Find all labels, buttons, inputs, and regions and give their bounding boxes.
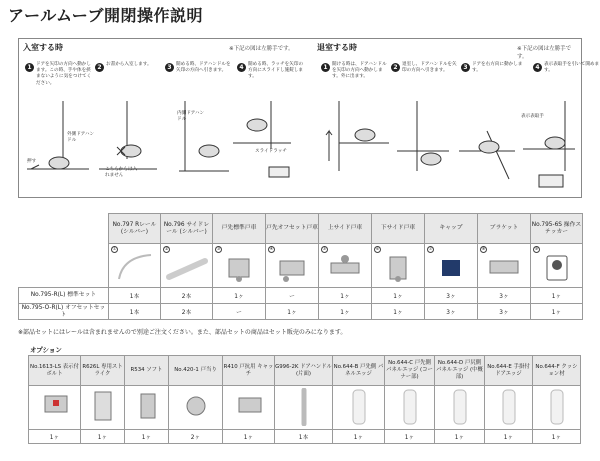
option-header: No.644-B 戸先側 パネルエッジ xyxy=(333,356,385,386)
part-number-badge: ③ xyxy=(216,247,221,252)
parts-col-header: No.795-6S 操作ステッカー xyxy=(531,214,583,244)
parts-qty-cell: 1ヶ xyxy=(266,304,319,320)
parts-qty-cell: 3ヶ xyxy=(425,304,478,320)
part-image-icon xyxy=(165,251,209,285)
part-image-icon xyxy=(323,251,367,285)
parts-qty-cell: 1ヶ xyxy=(372,288,425,304)
part-image-icon xyxy=(217,251,261,285)
parts-qty-cell: 1本 xyxy=(109,288,161,304)
option-header: R410 戸抗用 キャッチ xyxy=(223,356,275,386)
parts-col-header: キャップ xyxy=(425,214,478,244)
option-image-icon xyxy=(127,388,167,426)
parts-col-header: 下サイド戸車 xyxy=(372,214,425,244)
exit-step-number: 2 xyxy=(391,63,400,72)
parts-image-cell xyxy=(531,244,583,288)
option-qty-cell: 1ヶ xyxy=(485,430,533,444)
enter-step-text: ドアを矢印の方向へ動かします。この時、手や体を挟まないように気をつけてください。 xyxy=(36,62,92,86)
option-image-cell xyxy=(29,386,81,430)
option-image-icon xyxy=(176,388,216,426)
parts-image-cell xyxy=(319,244,372,288)
part-image-icon xyxy=(113,251,157,285)
option-header: No.644-D 戸尻側 パネルエッジ (中概部) xyxy=(435,356,485,386)
option-header: R534 ソフト xyxy=(125,356,169,386)
part-number-badge: ⑧ xyxy=(481,247,486,252)
enter-step-number: 2 xyxy=(95,63,104,72)
option-image-icon xyxy=(489,388,529,426)
parts-image-cell xyxy=(425,244,478,288)
parts-qty-cell: 1ヶ xyxy=(319,304,372,320)
enter-step-text: 開める時、ドアハンドルを矢印の方向へ引きます。 xyxy=(176,62,231,74)
option-header: R626L 専用ストライク xyxy=(81,356,125,386)
option-image-icon xyxy=(83,388,123,426)
option-header: No.644-F クッション材 xyxy=(533,356,581,386)
option-qty-cell: 1ヶ xyxy=(81,430,125,444)
parts-qty-cell: ー xyxy=(213,304,266,320)
option-qty-cell: 1ヶ xyxy=(435,430,485,444)
exit-step-text: 開ける時は、ドアハンドルを矢印の方向へ動かします。外に出ます。 xyxy=(332,62,387,80)
option-qty-cell: 1本 xyxy=(275,430,333,444)
option-qty-cell: 1ヶ xyxy=(385,430,435,444)
option-image-cell xyxy=(533,386,581,430)
instruction-illustrations xyxy=(19,39,583,199)
option-image-cell xyxy=(81,386,125,430)
option-qty-cell: 1ヶ xyxy=(125,430,169,444)
table-row xyxy=(19,304,583,320)
option-image-cell xyxy=(223,386,275,430)
parts-col-header: 戸先オフセット戸車 xyxy=(266,214,319,244)
exit-step-number: 1 xyxy=(321,63,330,72)
parts-col-header: 戸先標準戸車 xyxy=(213,214,266,244)
parts-qty-cell: 3ヶ xyxy=(425,288,478,304)
part-image-icon xyxy=(535,251,579,285)
enter-step-number: 3 xyxy=(165,63,174,72)
exit-heading: 退室する時 xyxy=(317,43,357,52)
callout-push: 押す xyxy=(27,159,37,164)
options-heading: オプション xyxy=(30,346,62,354)
parts-qty-cell: 1ヶ xyxy=(213,288,266,304)
option-image-cell xyxy=(333,386,385,430)
callout-inner-handle: 内側ドアハンドル xyxy=(177,111,205,122)
part-image-icon xyxy=(482,251,526,285)
parts-qty-cell: 3ヶ xyxy=(478,304,531,320)
option-image-cell xyxy=(435,386,485,430)
option-header: No.1613-LS 表示付ボルト xyxy=(29,356,81,386)
exit-step-text: 退室し、ドアハンドルを矢印の方向へ引きます。 xyxy=(402,62,457,74)
parts-qty-cell: 2本 xyxy=(161,288,213,304)
parts-image-cell xyxy=(372,244,425,288)
parts-footnote: ※部品セットにはレールは含まれませんので別途ご注文ください。また、部品セットの商品はセット販売のみになります。 xyxy=(18,329,347,336)
parts-image-cell xyxy=(161,244,213,288)
page-title: アールムーブ開閉操作説明 xyxy=(8,6,203,25)
option-image-icon xyxy=(35,388,75,426)
option-qty-cell: 1ヶ xyxy=(533,430,581,444)
parts-qty-cell: 2本 xyxy=(161,304,213,320)
exit-step-text: ドアを右方向に動かします。 xyxy=(472,62,523,74)
option-image-cell xyxy=(125,386,169,430)
parts-col-header: No.796 サイドレール (シルバー) xyxy=(161,214,213,244)
option-qty-cell: 1ヶ xyxy=(29,430,81,444)
part-number-badge: ⑤ xyxy=(322,247,327,252)
instruction-box xyxy=(18,38,600,198)
parts-corner xyxy=(19,214,109,244)
parts-col-header: ブラケット xyxy=(478,214,531,244)
parts-image-spacer xyxy=(19,244,109,288)
parts-qty-cell: 3ヶ xyxy=(478,288,531,304)
option-header: No.644-E 手掛付 ドアエッジ xyxy=(485,356,533,386)
part-number-badge: ① xyxy=(112,247,117,252)
callout-slide-latch: スライドラッチ xyxy=(255,149,287,154)
part-number-badge: ⑥ xyxy=(375,247,380,252)
parts-qty-cell: 1ヶ xyxy=(531,304,583,320)
callout-outer-handle: 外側ドアハンドル xyxy=(67,132,95,143)
parts-image-cell xyxy=(478,244,531,288)
parts-table xyxy=(18,213,583,320)
part-number-badge: ⑦ xyxy=(428,247,433,252)
parts-qty-cell: ー xyxy=(266,288,319,304)
option-image-cell xyxy=(169,386,223,430)
parts-qty-cell: 1ヶ xyxy=(372,304,425,320)
option-image-icon xyxy=(229,388,269,426)
option-image-cell xyxy=(275,386,333,430)
enter-heading: 入室する時 xyxy=(23,43,63,52)
callout-indicator-handle: 表示表取手 xyxy=(521,114,544,119)
option-image-icon xyxy=(390,388,430,426)
option-image-icon xyxy=(284,388,324,426)
part-image-icon xyxy=(270,251,314,285)
parts-col-header: No.797 Rレール (シルバー) xyxy=(109,214,161,244)
callout-no-entry: こちらからは入れません xyxy=(105,167,138,178)
option-image-cell xyxy=(385,386,435,430)
parts-col-header: 上サイド戸車 xyxy=(319,214,372,244)
options-table xyxy=(28,355,581,444)
enter-step-number: 1 xyxy=(25,63,34,72)
table-row xyxy=(19,288,583,304)
option-image-cell xyxy=(485,386,533,430)
parts-image-cell xyxy=(266,244,319,288)
exit-note: ※下記の図は左勝手です。 xyxy=(517,46,572,60)
exit-step-text: 表示表取手を引いて開めます。 xyxy=(544,62,600,74)
parts-qty-cell: 1ヶ xyxy=(531,288,583,304)
enter-step-text: 開める時、ラッチを矢印の方向にスライドし施錠します。 xyxy=(248,62,304,80)
enter-note: ※下記の図は左勝手です。 xyxy=(229,46,294,52)
option-header: No.644-C 戸先側 パネルエッジ (コーナー部) xyxy=(385,356,435,386)
option-header: No.420-1 戸当り xyxy=(169,356,223,386)
option-image-icon xyxy=(440,388,480,426)
exit-step-number: 3 xyxy=(461,63,470,72)
parts-row-label: No.795-R(L) 標準セット xyxy=(19,288,109,304)
part-number-badge: ② xyxy=(164,247,169,252)
option-image-icon xyxy=(537,388,577,426)
parts-qty-cell: 1本 xyxy=(109,304,161,320)
enter-step-text: お書から入室します。 xyxy=(106,62,152,67)
part-number-badge: ⑨ xyxy=(534,247,539,252)
exit-step-number: 4 xyxy=(533,63,542,72)
parts-image-cell xyxy=(213,244,266,288)
part-image-icon xyxy=(429,251,473,285)
parts-row-label: No.795-O-R(L) オフセットセット xyxy=(19,304,109,320)
option-qty-cell: 1ヶ xyxy=(333,430,385,444)
part-number-badge: ④ xyxy=(269,247,274,252)
enter-step-number: 4 xyxy=(237,63,246,72)
parts-image-cell xyxy=(109,244,161,288)
option-qty-cell: 1ヶ xyxy=(223,430,275,444)
option-image-icon xyxy=(339,388,379,426)
option-header: G996-2K ドアハンドル (片面) xyxy=(275,356,333,386)
part-image-icon xyxy=(376,251,420,285)
option-qty-cell: 2ヶ xyxy=(169,430,223,444)
parts-qty-cell: 1ヶ xyxy=(319,288,372,304)
